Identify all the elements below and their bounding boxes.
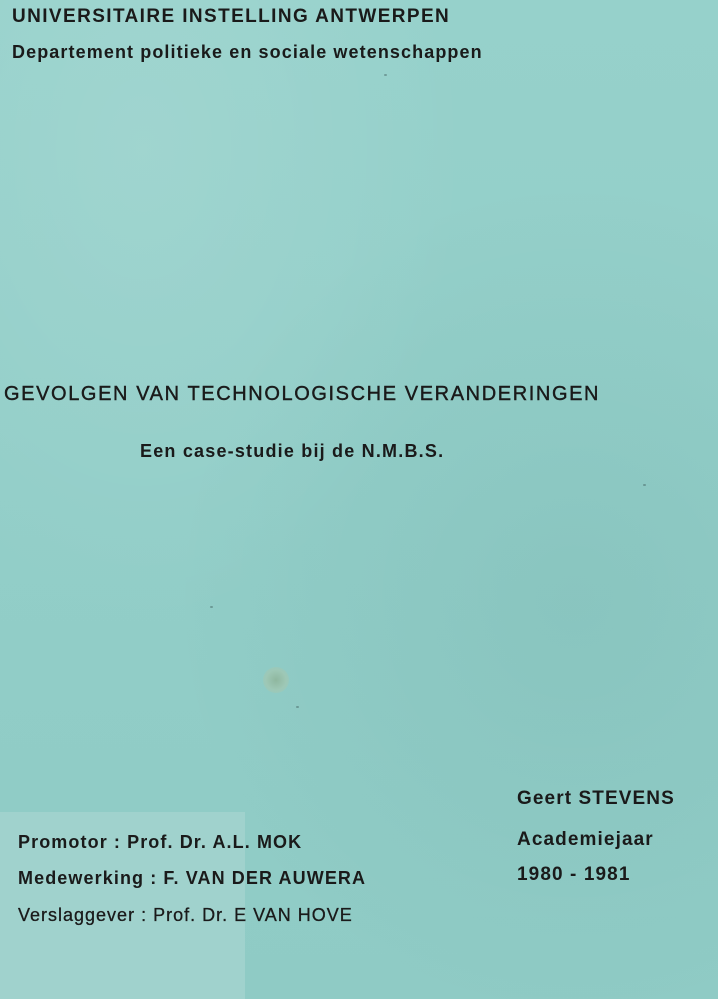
- promotor-line: Promotor : Prof. Dr. A.L. MOK: [18, 832, 303, 852]
- collaboration-line: Medewerking : F. VAN DER AUWERA: [18, 868, 367, 888]
- speck: [643, 484, 646, 486]
- stain-mark: [263, 667, 289, 693]
- academic-year-value: 1980 - 1981: [517, 864, 631, 885]
- author-name: Geert STEVENS: [517, 788, 675, 809]
- department-name: Departement politieke en sociale wetenschappen: [12, 42, 483, 62]
- speck: [210, 606, 213, 608]
- academic-year-label: Academiejaar: [517, 829, 654, 850]
- institution-name: UNIVERSITAIRE INSTELLING ANTWERPEN: [12, 6, 451, 27]
- thesis-title: GEVOLGEN VAN TECHNOLOGISCHE VERANDERINGEN: [4, 383, 601, 405]
- speck: [384, 74, 387, 76]
- reviewer-line: Verslaggever : Prof. Dr. E VAN HOVE: [18, 905, 353, 925]
- speck: [296, 706, 299, 708]
- thesis-subtitle: Een case-studie bij de N.M.B.S.: [140, 441, 445, 461]
